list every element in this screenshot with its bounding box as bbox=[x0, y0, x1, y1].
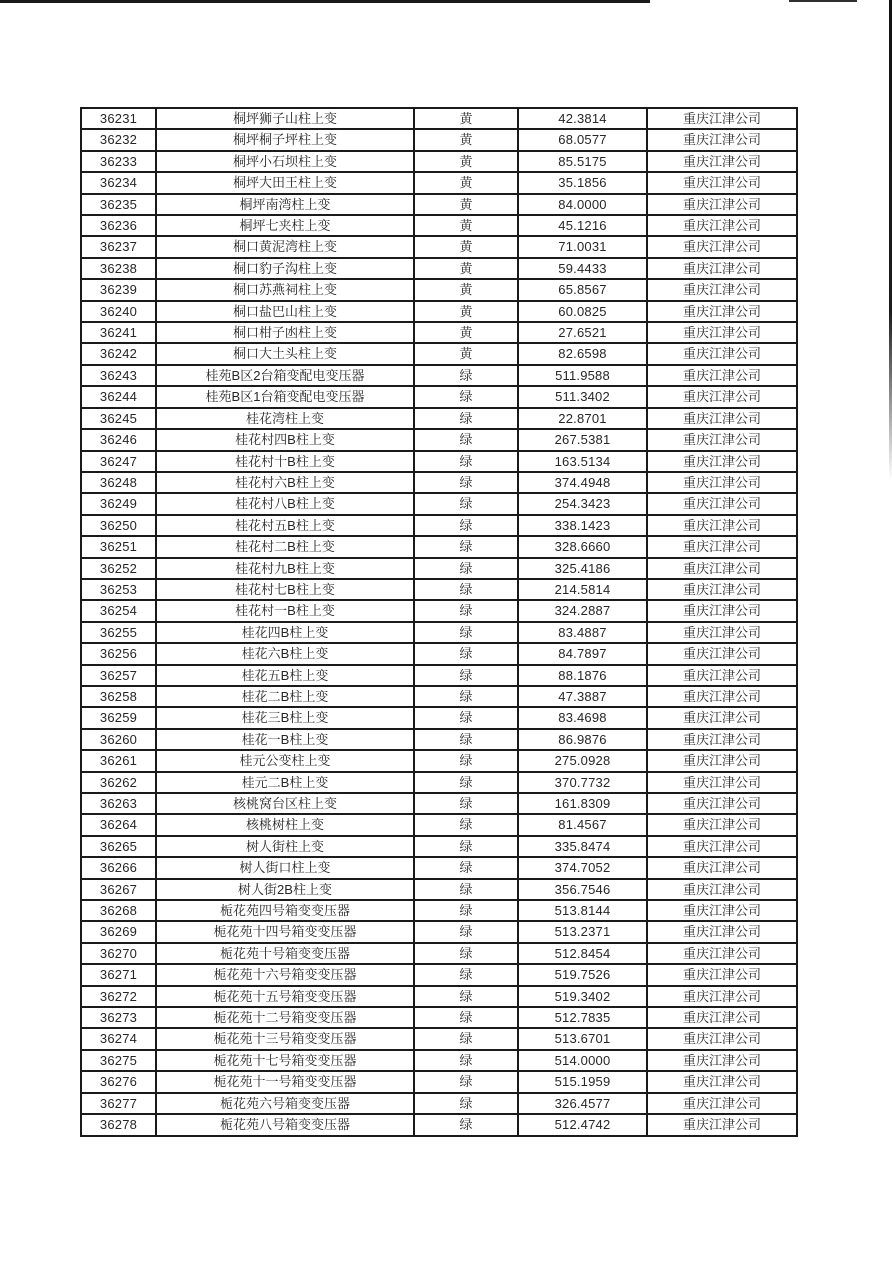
cell-value: 60.0825 bbox=[518, 301, 647, 322]
table-row bbox=[81, 793, 797, 814]
cell-company: 重庆江津公司 bbox=[647, 1071, 797, 1092]
cell-name: 树人街柱上变 bbox=[156, 836, 414, 857]
table-row bbox=[81, 643, 797, 664]
cell-name: 核桃树柱上变 bbox=[156, 814, 414, 835]
cell-name: 桐坪小石坝柱上变 bbox=[156, 151, 414, 172]
cell-value: 83.4887 bbox=[518, 622, 647, 643]
cell-color: 绿 bbox=[414, 772, 518, 793]
cell-color: 黄 bbox=[414, 194, 518, 215]
cell-company: 重庆江津公司 bbox=[647, 129, 797, 150]
cell-company: 重庆江津公司 bbox=[647, 686, 797, 707]
cell-company: 重庆江津公司 bbox=[647, 343, 797, 364]
cell-name: 树人街2B柱上变 bbox=[156, 879, 414, 900]
cell-color: 绿 bbox=[414, 472, 518, 493]
cell-id: 36277 bbox=[81, 1093, 156, 1114]
cell-color: 绿 bbox=[414, 921, 518, 942]
cell-id: 36246 bbox=[81, 429, 156, 450]
cell-name: 桐口大土头柱上变 bbox=[156, 343, 414, 364]
table-row bbox=[81, 408, 797, 429]
table-row bbox=[81, 900, 797, 921]
cell-color: 绿 bbox=[414, 836, 518, 857]
table-row bbox=[81, 194, 797, 215]
cell-value: 254.3423 bbox=[518, 493, 647, 514]
cell-id: 36261 bbox=[81, 750, 156, 771]
cell-name: 桂花村一B柱上变 bbox=[156, 600, 414, 621]
cell-id: 36270 bbox=[81, 943, 156, 964]
cell-name: 桐坪南湾柱上变 bbox=[156, 194, 414, 215]
table-row bbox=[81, 879, 797, 900]
cell-name: 桂花五B柱上变 bbox=[156, 665, 414, 686]
cell-value: 374.4948 bbox=[518, 472, 647, 493]
cell-value: 515.1959 bbox=[518, 1071, 647, 1092]
cell-value: 328.6660 bbox=[518, 536, 647, 557]
cell-name: 桂花村六B柱上变 bbox=[156, 472, 414, 493]
cell-value: 511.9588 bbox=[518, 365, 647, 386]
cell-company: 重庆江津公司 bbox=[647, 772, 797, 793]
cell-name: 桂花一B柱上变 bbox=[156, 729, 414, 750]
cell-value: 22.8701 bbox=[518, 408, 647, 429]
table-row bbox=[81, 707, 797, 728]
cell-id: 36266 bbox=[81, 857, 156, 878]
cell-id: 36249 bbox=[81, 493, 156, 514]
table-row bbox=[81, 493, 797, 514]
cell-id: 36258 bbox=[81, 686, 156, 707]
cell-color: 绿 bbox=[414, 943, 518, 964]
table-row bbox=[81, 622, 797, 643]
cell-value: 512.8454 bbox=[518, 943, 647, 964]
cell-name: 栀花苑八号箱变变压器 bbox=[156, 1114, 414, 1135]
cell-color: 绿 bbox=[414, 579, 518, 600]
cell-color: 黄 bbox=[414, 215, 518, 236]
cell-name: 栀花苑十三号箱变变压器 bbox=[156, 1028, 414, 1049]
cell-color: 绿 bbox=[414, 879, 518, 900]
cell-color: 绿 bbox=[414, 451, 518, 472]
cell-value: 325.4186 bbox=[518, 558, 647, 579]
cell-value: 27.6521 bbox=[518, 322, 647, 343]
cell-name: 核桃窝台区柱上变 bbox=[156, 793, 414, 814]
cell-id: 36235 bbox=[81, 194, 156, 215]
cell-value: 513.2371 bbox=[518, 921, 647, 942]
cell-id: 36264 bbox=[81, 814, 156, 835]
cell-company: 重庆江津公司 bbox=[647, 643, 797, 664]
cell-company: 重庆江津公司 bbox=[647, 536, 797, 557]
cell-value: 335.8474 bbox=[518, 836, 647, 857]
table-row bbox=[81, 215, 797, 236]
cell-company: 重庆江津公司 bbox=[647, 451, 797, 472]
cell-company: 重庆江津公司 bbox=[647, 879, 797, 900]
cell-color: 黄 bbox=[414, 151, 518, 172]
table-row bbox=[81, 921, 797, 942]
table-row bbox=[81, 836, 797, 857]
table-row bbox=[81, 451, 797, 472]
cell-name: 桂花村二B柱上变 bbox=[156, 536, 414, 557]
cell-company: 重庆江津公司 bbox=[647, 707, 797, 728]
table-row bbox=[81, 1028, 797, 1049]
cell-color: 绿 bbox=[414, 707, 518, 728]
table-row bbox=[81, 964, 797, 985]
scan-edge-top-left bbox=[0, 0, 650, 3]
cell-color: 绿 bbox=[414, 857, 518, 878]
cell-id: 36238 bbox=[81, 258, 156, 279]
cell-color: 绿 bbox=[414, 1050, 518, 1071]
cell-company: 重庆江津公司 bbox=[647, 108, 797, 129]
cell-value: 512.7835 bbox=[518, 1007, 647, 1028]
cell-name: 栀花苑十二号箱变变压器 bbox=[156, 1007, 414, 1028]
table-row bbox=[81, 386, 797, 407]
cell-id: 36260 bbox=[81, 729, 156, 750]
cell-company: 重庆江津公司 bbox=[647, 814, 797, 835]
cell-color: 黄 bbox=[414, 279, 518, 300]
cell-id: 36250 bbox=[81, 515, 156, 536]
cell-color: 绿 bbox=[414, 964, 518, 985]
cell-color: 绿 bbox=[414, 365, 518, 386]
table-row bbox=[81, 472, 797, 493]
table-row bbox=[81, 129, 797, 150]
cell-color: 绿 bbox=[414, 1007, 518, 1028]
cell-name: 桐口豹子沟柱上变 bbox=[156, 258, 414, 279]
cell-color: 绿 bbox=[414, 686, 518, 707]
cell-company: 重庆江津公司 bbox=[647, 600, 797, 621]
table-row bbox=[81, 536, 797, 557]
cell-id: 36244 bbox=[81, 386, 156, 407]
cell-value: 513.8144 bbox=[518, 900, 647, 921]
cell-name: 桂花村七B柱上变 bbox=[156, 579, 414, 600]
cell-value: 163.5134 bbox=[518, 451, 647, 472]
cell-name: 桂花湾柱上变 bbox=[156, 408, 414, 429]
cell-color: 绿 bbox=[414, 429, 518, 450]
cell-name: 桂苑B区1台箱变配电变压器 bbox=[156, 386, 414, 407]
cell-id: 36267 bbox=[81, 879, 156, 900]
cell-name: 栀花苑十五号箱变变压器 bbox=[156, 986, 414, 1007]
cell-name: 桐坪七夹柱上变 bbox=[156, 215, 414, 236]
cell-color: 绿 bbox=[414, 900, 518, 921]
cell-name: 桂花村十B柱上变 bbox=[156, 451, 414, 472]
cell-id: 36239 bbox=[81, 279, 156, 300]
cell-company: 重庆江津公司 bbox=[647, 1007, 797, 1028]
table-row bbox=[81, 1007, 797, 1028]
table-row bbox=[81, 301, 797, 322]
cell-name: 桂花村八B柱上变 bbox=[156, 493, 414, 514]
cell-id: 36257 bbox=[81, 665, 156, 686]
cell-name: 桂元公变柱上变 bbox=[156, 750, 414, 771]
cell-company: 重庆江津公司 bbox=[647, 408, 797, 429]
cell-color: 绿 bbox=[414, 750, 518, 771]
table-row bbox=[81, 258, 797, 279]
cell-company: 重庆江津公司 bbox=[647, 921, 797, 942]
cell-id: 36240 bbox=[81, 301, 156, 322]
cell-value: 214.5814 bbox=[518, 579, 647, 600]
cell-company: 重庆江津公司 bbox=[647, 836, 797, 857]
table-row bbox=[81, 172, 797, 193]
cell-color: 绿 bbox=[414, 536, 518, 557]
cell-color: 绿 bbox=[414, 1093, 518, 1114]
cell-value: 85.5175 bbox=[518, 151, 647, 172]
cell-color: 绿 bbox=[414, 793, 518, 814]
cell-name: 栀花苑十四号箱变变压器 bbox=[156, 921, 414, 942]
cell-company: 重庆江津公司 bbox=[647, 1114, 797, 1135]
cell-company: 重庆江津公司 bbox=[647, 793, 797, 814]
cell-company: 重庆江津公司 bbox=[647, 194, 797, 215]
cell-id: 36231 bbox=[81, 108, 156, 129]
cell-value: 514.0000 bbox=[518, 1050, 647, 1071]
table-row bbox=[81, 600, 797, 621]
table-row bbox=[81, 558, 797, 579]
cell-company: 重庆江津公司 bbox=[647, 493, 797, 514]
cell-color: 绿 bbox=[414, 408, 518, 429]
cell-value: 513.6701 bbox=[518, 1028, 647, 1049]
cell-name: 桐坪狮子山柱上变 bbox=[156, 108, 414, 129]
table-row bbox=[81, 322, 797, 343]
cell-company: 重庆江津公司 bbox=[647, 986, 797, 1007]
table-row bbox=[81, 772, 797, 793]
cell-id: 36275 bbox=[81, 1050, 156, 1071]
cell-company: 重庆江津公司 bbox=[647, 750, 797, 771]
table-row bbox=[81, 1071, 797, 1092]
cell-color: 绿 bbox=[414, 493, 518, 514]
cell-company: 重庆江津公司 bbox=[647, 472, 797, 493]
cell-color: 黄 bbox=[414, 108, 518, 129]
cell-color: 绿 bbox=[414, 986, 518, 1007]
cell-id: 36276 bbox=[81, 1071, 156, 1092]
cell-name: 桂花三B柱上变 bbox=[156, 707, 414, 728]
cell-id: 36233 bbox=[81, 151, 156, 172]
cell-value: 59.4433 bbox=[518, 258, 647, 279]
cell-company: 重庆江津公司 bbox=[647, 429, 797, 450]
cell-value: 68.0577 bbox=[518, 129, 647, 150]
cell-value: 511.3402 bbox=[518, 386, 647, 407]
cell-name: 桂花村五B柱上变 bbox=[156, 515, 414, 536]
cell-name: 树人街口柱上变 bbox=[156, 857, 414, 878]
cell-value: 519.7526 bbox=[518, 964, 647, 985]
cell-id: 36274 bbox=[81, 1028, 156, 1049]
cell-value: 81.4567 bbox=[518, 814, 647, 835]
cell-company: 重庆江津公司 bbox=[647, 964, 797, 985]
cell-id: 36272 bbox=[81, 986, 156, 1007]
cell-name: 栀花苑十一号箱变变压器 bbox=[156, 1071, 414, 1092]
cell-value: 84.0000 bbox=[518, 194, 647, 215]
cell-color: 黄 bbox=[414, 236, 518, 257]
cell-color: 绿 bbox=[414, 1028, 518, 1049]
cell-color: 绿 bbox=[414, 1071, 518, 1092]
cell-color: 绿 bbox=[414, 729, 518, 750]
cell-company: 重庆江津公司 bbox=[647, 515, 797, 536]
cell-color: 黄 bbox=[414, 322, 518, 343]
cell-name: 桂苑B区2台箱变配电变压器 bbox=[156, 365, 414, 386]
cell-company: 重庆江津公司 bbox=[647, 558, 797, 579]
table-row bbox=[81, 665, 797, 686]
cell-value: 512.4742 bbox=[518, 1114, 647, 1135]
cell-company: 重庆江津公司 bbox=[647, 172, 797, 193]
table-row bbox=[81, 515, 797, 536]
cell-id: 36268 bbox=[81, 900, 156, 921]
cell-id: 36269 bbox=[81, 921, 156, 942]
cell-id: 36241 bbox=[81, 322, 156, 343]
cell-company: 重庆江津公司 bbox=[647, 258, 797, 279]
table-row bbox=[81, 814, 797, 835]
cell-name: 桐口柑子凼柱上变 bbox=[156, 322, 414, 343]
cell-company: 重庆江津公司 bbox=[647, 857, 797, 878]
table-row bbox=[81, 1114, 797, 1135]
cell-color: 绿 bbox=[414, 1114, 518, 1135]
cell-value: 338.1423 bbox=[518, 515, 647, 536]
table-row bbox=[81, 151, 797, 172]
table-row bbox=[81, 579, 797, 600]
cell-color: 绿 bbox=[414, 386, 518, 407]
cell-color: 绿 bbox=[414, 515, 518, 536]
table-row bbox=[81, 429, 797, 450]
cell-id: 36237 bbox=[81, 236, 156, 257]
cell-color: 黄 bbox=[414, 258, 518, 279]
cell-company: 重庆江津公司 bbox=[647, 900, 797, 921]
cell-name: 桂花村四B柱上变 bbox=[156, 429, 414, 450]
cell-value: 88.1876 bbox=[518, 665, 647, 686]
cell-value: 275.0928 bbox=[518, 750, 647, 771]
cell-name: 栀花苑十号箱变变压器 bbox=[156, 943, 414, 964]
cell-value: 35.1856 bbox=[518, 172, 647, 193]
cell-id: 36254 bbox=[81, 600, 156, 621]
cell-name: 桂花四B柱上变 bbox=[156, 622, 414, 643]
cell-name: 桐口黄泥湾柱上变 bbox=[156, 236, 414, 257]
cell-id: 36232 bbox=[81, 129, 156, 150]
cell-value: 267.5381 bbox=[518, 429, 647, 450]
cell-name: 栀花苑十七号箱变变压器 bbox=[156, 1050, 414, 1071]
cell-color: 绿 bbox=[414, 643, 518, 664]
cell-value: 71.0031 bbox=[518, 236, 647, 257]
cell-value: 370.7732 bbox=[518, 772, 647, 793]
cell-company: 重庆江津公司 bbox=[647, 215, 797, 236]
cell-name: 桂花二B柱上变 bbox=[156, 686, 414, 707]
cell-id: 36236 bbox=[81, 215, 156, 236]
cell-name: 栀花苑四号箱变变压器 bbox=[156, 900, 414, 921]
cell-company: 重庆江津公司 bbox=[647, 579, 797, 600]
cell-id: 36273 bbox=[81, 1007, 156, 1028]
cell-id: 36247 bbox=[81, 451, 156, 472]
cell-company: 重庆江津公司 bbox=[647, 365, 797, 386]
cell-id: 36245 bbox=[81, 408, 156, 429]
cell-color: 绿 bbox=[414, 558, 518, 579]
table-row bbox=[81, 986, 797, 1007]
cell-value: 47.3887 bbox=[518, 686, 647, 707]
cell-color: 绿 bbox=[414, 814, 518, 835]
cell-company: 重庆江津公司 bbox=[647, 301, 797, 322]
cell-name: 桂花六B柱上变 bbox=[156, 643, 414, 664]
table-row bbox=[81, 343, 797, 364]
cell-id: 36253 bbox=[81, 579, 156, 600]
cell-value: 65.8567 bbox=[518, 279, 647, 300]
cell-id: 36234 bbox=[81, 172, 156, 193]
cell-company: 重庆江津公司 bbox=[647, 622, 797, 643]
cell-name: 桂花村九B柱上变 bbox=[156, 558, 414, 579]
table-row bbox=[81, 750, 797, 771]
cell-id: 36278 bbox=[81, 1114, 156, 1135]
cell-company: 重庆江津公司 bbox=[647, 386, 797, 407]
cell-id: 36251 bbox=[81, 536, 156, 557]
cell-name: 栀花苑六号箱变变压器 bbox=[156, 1093, 414, 1114]
cell-id: 36252 bbox=[81, 558, 156, 579]
table-row bbox=[81, 729, 797, 750]
cell-id: 36265 bbox=[81, 836, 156, 857]
table-row bbox=[81, 1050, 797, 1071]
cell-value: 82.6598 bbox=[518, 343, 647, 364]
cell-id: 36243 bbox=[81, 365, 156, 386]
cell-id: 36242 bbox=[81, 343, 156, 364]
cell-company: 重庆江津公司 bbox=[647, 1028, 797, 1049]
cell-company: 重庆江津公司 bbox=[647, 151, 797, 172]
cell-color: 黄 bbox=[414, 301, 518, 322]
cell-color: 绿 bbox=[414, 622, 518, 643]
table-row bbox=[81, 365, 797, 386]
cell-company: 重庆江津公司 bbox=[647, 943, 797, 964]
cell-id: 36262 bbox=[81, 772, 156, 793]
cell-company: 重庆江津公司 bbox=[647, 279, 797, 300]
table-row bbox=[81, 236, 797, 257]
table-row bbox=[81, 857, 797, 878]
cell-color: 黄 bbox=[414, 343, 518, 364]
cell-color: 绿 bbox=[414, 600, 518, 621]
cell-value: 519.3402 bbox=[518, 986, 647, 1007]
cell-company: 重庆江津公司 bbox=[647, 1093, 797, 1114]
cell-value: 86.9876 bbox=[518, 729, 647, 750]
table-row bbox=[81, 108, 797, 129]
cell-id: 36263 bbox=[81, 793, 156, 814]
cell-company: 重庆江津公司 bbox=[647, 322, 797, 343]
cell-value: 42.3814 bbox=[518, 108, 647, 129]
cell-value: 324.2887 bbox=[518, 600, 647, 621]
cell-id: 36271 bbox=[81, 964, 156, 985]
scan-edge-top-right bbox=[789, 0, 857, 2]
cell-color: 黄 bbox=[414, 172, 518, 193]
cell-value: 45.1216 bbox=[518, 215, 647, 236]
cell-value: 374.7052 bbox=[518, 857, 647, 878]
cell-company: 重庆江津公司 bbox=[647, 1050, 797, 1071]
cell-name: 桂元二B柱上变 bbox=[156, 772, 414, 793]
cell-company: 重庆江津公司 bbox=[647, 665, 797, 686]
cell-value: 83.4698 bbox=[518, 707, 647, 728]
cell-id: 36255 bbox=[81, 622, 156, 643]
cell-value: 326.4577 bbox=[518, 1093, 647, 1114]
equipment-table bbox=[80, 107, 798, 1137]
cell-name: 桐坪桐子坪柱上变 bbox=[156, 129, 414, 150]
cell-id: 36259 bbox=[81, 707, 156, 728]
cell-name: 桐口苏燕祠柱上变 bbox=[156, 279, 414, 300]
cell-name: 栀花苑十六号箱变变压器 bbox=[156, 964, 414, 985]
table-body bbox=[81, 108, 797, 1136]
cell-id: 36248 bbox=[81, 472, 156, 493]
cell-name: 桐口盐巴山柱上变 bbox=[156, 301, 414, 322]
table-row bbox=[81, 1093, 797, 1114]
table-row bbox=[81, 943, 797, 964]
cell-id: 36256 bbox=[81, 643, 156, 664]
cell-color: 绿 bbox=[414, 665, 518, 686]
cell-value: 161.8309 bbox=[518, 793, 647, 814]
cell-name: 桐坪大田王柱上变 bbox=[156, 172, 414, 193]
table-row bbox=[81, 686, 797, 707]
cell-value: 356.7546 bbox=[518, 879, 647, 900]
cell-color: 黄 bbox=[414, 129, 518, 150]
cell-value: 84.7897 bbox=[518, 643, 647, 664]
cell-company: 重庆江津公司 bbox=[647, 236, 797, 257]
table-row bbox=[81, 279, 797, 300]
cell-company: 重庆江津公司 bbox=[647, 729, 797, 750]
